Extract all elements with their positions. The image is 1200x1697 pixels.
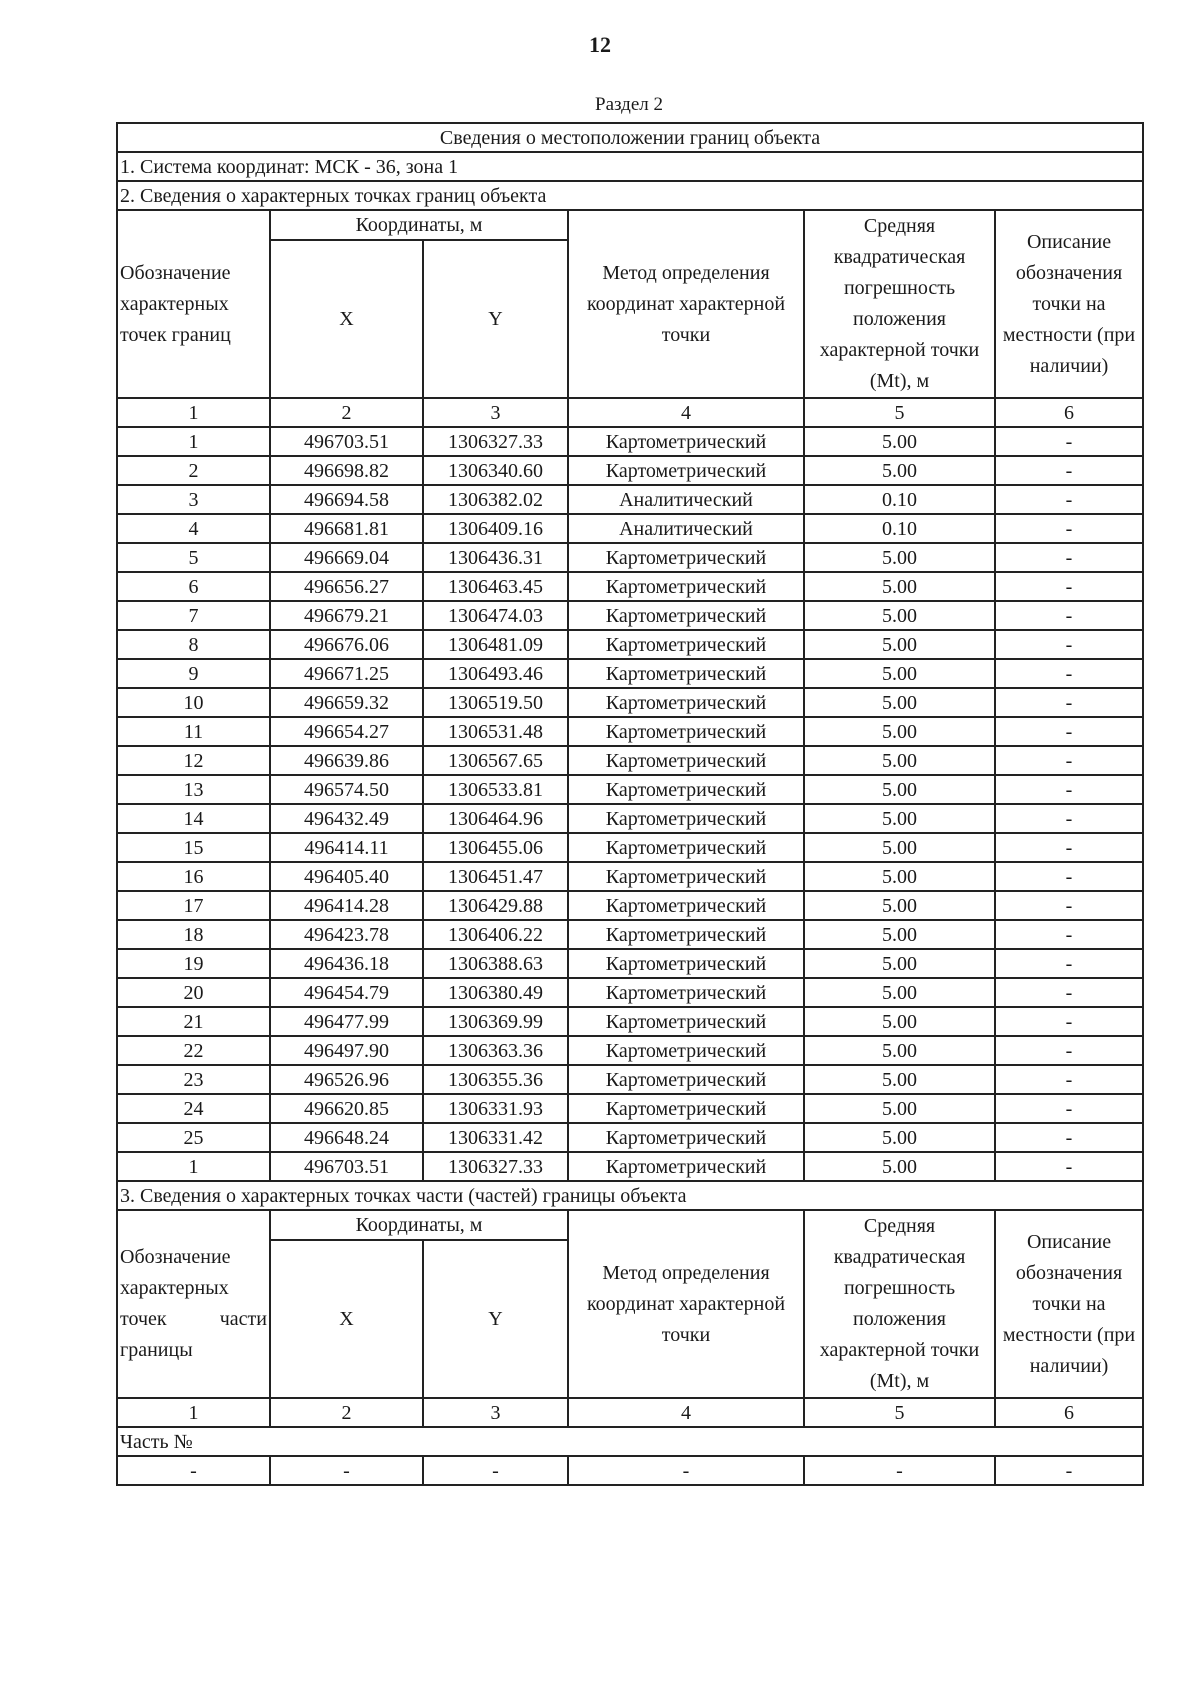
- point-y: 1306533.81: [423, 775, 568, 804]
- point-error: 5.00: [804, 1094, 995, 1123]
- point-y: 1306493.46: [423, 659, 568, 688]
- point-description: -: [995, 630, 1143, 659]
- point-row: [117, 1094, 1143, 1123]
- column-number: 6: [995, 398, 1143, 427]
- point-number: 25: [117, 1123, 270, 1152]
- point-row: [117, 514, 1143, 543]
- point-y: 1306463.45: [423, 572, 568, 601]
- point-number: 14: [117, 804, 270, 833]
- point-number: 23: [117, 1065, 270, 1094]
- point-row: [117, 688, 1143, 717]
- parts-header-coordinates: Координаты, м: [270, 1210, 568, 1240]
- point-method: Аналитический: [568, 514, 804, 543]
- point-y: 1306331.93: [423, 1094, 568, 1123]
- parts-column-number: 6: [995, 1398, 1143, 1427]
- point-method: Картометрический: [568, 456, 804, 485]
- point-description: -: [995, 717, 1143, 746]
- point-error: 5.00: [804, 543, 995, 572]
- point-y: 1306382.02: [423, 485, 568, 514]
- parts-header-y: Y: [423, 1240, 568, 1398]
- point-row: [117, 949, 1143, 978]
- point-row: [117, 659, 1143, 688]
- header-error: Средняя квадратическая погрешность положения характерной точки (Mt), м: [804, 210, 995, 398]
- point-row: [117, 746, 1143, 775]
- point-error: 5.00: [804, 572, 995, 601]
- point-error: 5.00: [804, 1123, 995, 1152]
- point-number: 6: [117, 572, 270, 601]
- point-x: 496454.79: [270, 978, 423, 1007]
- point-description: -: [995, 775, 1143, 804]
- point-y: 1306331.42: [423, 1123, 568, 1152]
- parts-column-number: 1: [117, 1398, 270, 1427]
- point-x: 496436.18: [270, 949, 423, 978]
- point-row: [117, 1036, 1143, 1065]
- point-y: 1306369.99: [423, 1007, 568, 1036]
- point-error: 5.00: [804, 775, 995, 804]
- parts-column-number: 5: [804, 1398, 995, 1427]
- point-y: 1306380.49: [423, 978, 568, 1007]
- boundary-table: [116, 122, 1144, 1486]
- part-label: Часть №: [117, 1427, 1143, 1456]
- point-method: Картометрический: [568, 717, 804, 746]
- header-designation: Обозначение характерных точек границ: [117, 210, 270, 398]
- point-number: 1: [117, 1152, 270, 1181]
- point-description: -: [995, 514, 1143, 543]
- point-description: -: [995, 1094, 1143, 1123]
- point-x: 496679.21: [270, 601, 423, 630]
- header-method: Метод определения координат характерной точки: [568, 210, 804, 398]
- point-number: 15: [117, 833, 270, 862]
- point-x: 496414.28: [270, 891, 423, 920]
- parts-header-error: Средняя квадратическая погрешность положения характерной точки (Mt), м: [804, 1210, 995, 1398]
- point-x: 496698.82: [270, 456, 423, 485]
- point-method: Картометрический: [568, 427, 804, 456]
- point-number: 18: [117, 920, 270, 949]
- point-row: [117, 543, 1143, 572]
- point-error: 5.00: [804, 1152, 995, 1181]
- point-x: 496659.32: [270, 688, 423, 717]
- point-x: 496654.27: [270, 717, 423, 746]
- point-number: 5: [117, 543, 270, 572]
- point-description: -: [995, 1007, 1143, 1036]
- point-description: -: [995, 572, 1143, 601]
- point-row: [117, 920, 1143, 949]
- point-number: 4: [117, 514, 270, 543]
- point-error: 5.00: [804, 601, 995, 630]
- point-row: [117, 630, 1143, 659]
- point-description: -: [995, 543, 1143, 572]
- point-row: [117, 862, 1143, 891]
- column-number: 2: [270, 398, 423, 427]
- point-number: 20: [117, 978, 270, 1007]
- point-x: 496669.04: [270, 543, 423, 572]
- point-method: Картометрический: [568, 862, 804, 891]
- point-row: [117, 978, 1143, 1007]
- point-error: 5.00: [804, 746, 995, 775]
- point-number: 19: [117, 949, 270, 978]
- point-y: 1306567.65: [423, 746, 568, 775]
- point-x: 496676.06: [270, 630, 423, 659]
- point-error: 5.00: [804, 833, 995, 862]
- point-method: Картометрический: [568, 978, 804, 1007]
- point-description: -: [995, 1123, 1143, 1152]
- point-y: 1306481.09: [423, 630, 568, 659]
- column-number: 1: [117, 398, 270, 427]
- parts-header-description: Описание обозначения точки на местности (при наличии): [995, 1210, 1143, 1398]
- point-method: Картометрический: [568, 804, 804, 833]
- point-method: Картометрический: [568, 833, 804, 862]
- point-row: [117, 891, 1143, 920]
- point-row: [117, 1152, 1143, 1181]
- point-description: -: [995, 427, 1143, 456]
- header-y: Y: [423, 240, 568, 398]
- point-x: 496656.27: [270, 572, 423, 601]
- point-error: 5.00: [804, 456, 995, 485]
- point-row: [117, 804, 1143, 833]
- parts-header-designation: Обозначение характерных точек части границы: [117, 1210, 270, 1398]
- point-description: -: [995, 949, 1143, 978]
- point-description: -: [995, 456, 1143, 485]
- point-number: 16: [117, 862, 270, 891]
- point-description: -: [995, 688, 1143, 717]
- header-x: X: [270, 240, 423, 398]
- point-description: -: [995, 804, 1143, 833]
- coordinate-system: 1. Система координат: МСК - 36, зона 1: [117, 152, 1143, 181]
- point-y: 1306406.22: [423, 920, 568, 949]
- point-error: 5.00: [804, 862, 995, 891]
- point-method: Картометрический: [568, 1065, 804, 1094]
- point-method: Картометрический: [568, 746, 804, 775]
- parts-header-x: X: [270, 1240, 423, 1398]
- point-number: 22: [117, 1036, 270, 1065]
- point-method: Картометрический: [568, 920, 804, 949]
- point-y: 1306340.60: [423, 456, 568, 485]
- point-y: 1306355.36: [423, 1065, 568, 1094]
- point-y: 1306388.63: [423, 949, 568, 978]
- point-y: 1306363.36: [423, 1036, 568, 1065]
- section-label: Раздел 2: [595, 94, 663, 115]
- point-number: 12: [117, 746, 270, 775]
- point-error: 5.00: [804, 949, 995, 978]
- column-number: 4: [568, 398, 804, 427]
- point-x: 496648.24: [270, 1123, 423, 1152]
- parts-column-number: 2: [270, 1398, 423, 1427]
- point-description: -: [995, 978, 1143, 1007]
- point-error: 5.00: [804, 920, 995, 949]
- point-description: -: [995, 833, 1143, 862]
- point-x: 496574.50: [270, 775, 423, 804]
- point-number: 11: [117, 717, 270, 746]
- point-number: 9: [117, 659, 270, 688]
- point-number: 7: [117, 601, 270, 630]
- point-x: 496703.51: [270, 1152, 423, 1181]
- point-x: 496671.25: [270, 659, 423, 688]
- part-empty-cell: -: [804, 1456, 995, 1485]
- point-error: 0.10: [804, 485, 995, 514]
- point-error: 0.10: [804, 514, 995, 543]
- point-number: 21: [117, 1007, 270, 1036]
- point-y: 1306474.03: [423, 601, 568, 630]
- point-number: 17: [117, 891, 270, 920]
- page-number: 12: [589, 32, 611, 57]
- point-error: 5.00: [804, 1065, 995, 1094]
- point-row: [117, 601, 1143, 630]
- point-description: -: [995, 920, 1143, 949]
- point-description: -: [995, 1152, 1143, 1181]
- point-number: 1: [117, 427, 270, 456]
- point-y: 1306451.47: [423, 862, 568, 891]
- point-row: [117, 427, 1143, 456]
- point-description: -: [995, 862, 1143, 891]
- point-row: [117, 572, 1143, 601]
- column-number: 5: [804, 398, 995, 427]
- point-method: Картометрический: [568, 1036, 804, 1065]
- point-y: 1306455.06: [423, 833, 568, 862]
- point-y: 1306464.96: [423, 804, 568, 833]
- point-error: 5.00: [804, 630, 995, 659]
- point-method: Картометрический: [568, 1123, 804, 1152]
- part-empty-cell: -: [423, 1456, 568, 1485]
- point-method: Картометрический: [568, 775, 804, 804]
- point-x: 496694.58: [270, 485, 423, 514]
- point-description: -: [995, 485, 1143, 514]
- point-error: 5.00: [804, 659, 995, 688]
- point-x: 496526.96: [270, 1065, 423, 1094]
- point-y: 1306409.16: [423, 514, 568, 543]
- point-x: 496405.40: [270, 862, 423, 891]
- point-number: 3: [117, 485, 270, 514]
- header-description: Описание обозначения точки на местности (при наличии): [995, 210, 1143, 398]
- point-row: [117, 1123, 1143, 1152]
- parts-column-number: 4: [568, 1398, 804, 1427]
- point-y: 1306327.33: [423, 1152, 568, 1181]
- point-x: 496681.81: [270, 514, 423, 543]
- parts-section-title: 3. Сведения о характерных точках части (частей) границы объекта: [117, 1181, 1143, 1210]
- point-x: 496703.51: [270, 427, 423, 456]
- point-error: 5.00: [804, 891, 995, 920]
- point-method: Картометрический: [568, 891, 804, 920]
- point-description: -: [995, 1065, 1143, 1094]
- point-method: Картометрический: [568, 1007, 804, 1036]
- point-x: 496432.49: [270, 804, 423, 833]
- point-x: 496477.99: [270, 1007, 423, 1036]
- point-method: Аналитический: [568, 485, 804, 514]
- column-number: 3: [423, 398, 568, 427]
- point-error: 5.00: [804, 978, 995, 1007]
- parts-column-number: 3: [423, 1398, 568, 1427]
- parts-header-method: Метод определения координат характерной точки: [568, 1210, 804, 1398]
- point-y: 1306429.88: [423, 891, 568, 920]
- point-y: 1306327.33: [423, 427, 568, 456]
- point-y: 1306519.50: [423, 688, 568, 717]
- point-number: 8: [117, 630, 270, 659]
- point-method: Картометрический: [568, 543, 804, 572]
- points-section-title: 2. Сведения о характерных точках границ объекта: [117, 181, 1143, 210]
- point-method: Картометрический: [568, 572, 804, 601]
- point-method: Картометрический: [568, 1152, 804, 1181]
- point-number: 24: [117, 1094, 270, 1123]
- point-number: 10: [117, 688, 270, 717]
- part-empty-cell: -: [568, 1456, 804, 1485]
- point-y: 1306436.31: [423, 543, 568, 572]
- point-x: 496423.78: [270, 920, 423, 949]
- point-error: 5.00: [804, 427, 995, 456]
- header-coordinates: Координаты, м: [270, 210, 568, 240]
- part-empty-cell: -: [270, 1456, 423, 1485]
- point-method: Картометрический: [568, 688, 804, 717]
- point-number: 13: [117, 775, 270, 804]
- point-row: [117, 485, 1143, 514]
- point-row: [117, 456, 1143, 485]
- point-description: -: [995, 746, 1143, 775]
- point-row: [117, 1065, 1143, 1094]
- part-empty-cell: -: [995, 1456, 1143, 1485]
- table-title: Сведения о местоположении границ объекта: [117, 123, 1143, 152]
- point-row: [117, 717, 1143, 746]
- point-error: 5.00: [804, 804, 995, 833]
- point-description: -: [995, 659, 1143, 688]
- point-method: Картометрический: [568, 601, 804, 630]
- point-number: 2: [117, 456, 270, 485]
- point-error: 5.00: [804, 717, 995, 746]
- point-error: 5.00: [804, 1007, 995, 1036]
- point-method: Картометрический: [568, 630, 804, 659]
- point-error: 5.00: [804, 688, 995, 717]
- point-method: Картометрический: [568, 949, 804, 978]
- point-x: 496620.85: [270, 1094, 423, 1123]
- point-y: 1306531.48: [423, 717, 568, 746]
- point-method: Картометрический: [568, 659, 804, 688]
- point-x: 496414.11: [270, 833, 423, 862]
- part-empty-cell: -: [117, 1456, 270, 1485]
- point-description: -: [995, 891, 1143, 920]
- point-x: 496639.86: [270, 746, 423, 775]
- point-description: -: [995, 1036, 1143, 1065]
- point-row: [117, 775, 1143, 804]
- point-row: [117, 1007, 1143, 1036]
- point-description: -: [995, 601, 1143, 630]
- point-row: [117, 833, 1143, 862]
- point-method: Картометрический: [568, 1094, 804, 1123]
- point-error: 5.00: [804, 1036, 995, 1065]
- point-x: 496497.90: [270, 1036, 423, 1065]
